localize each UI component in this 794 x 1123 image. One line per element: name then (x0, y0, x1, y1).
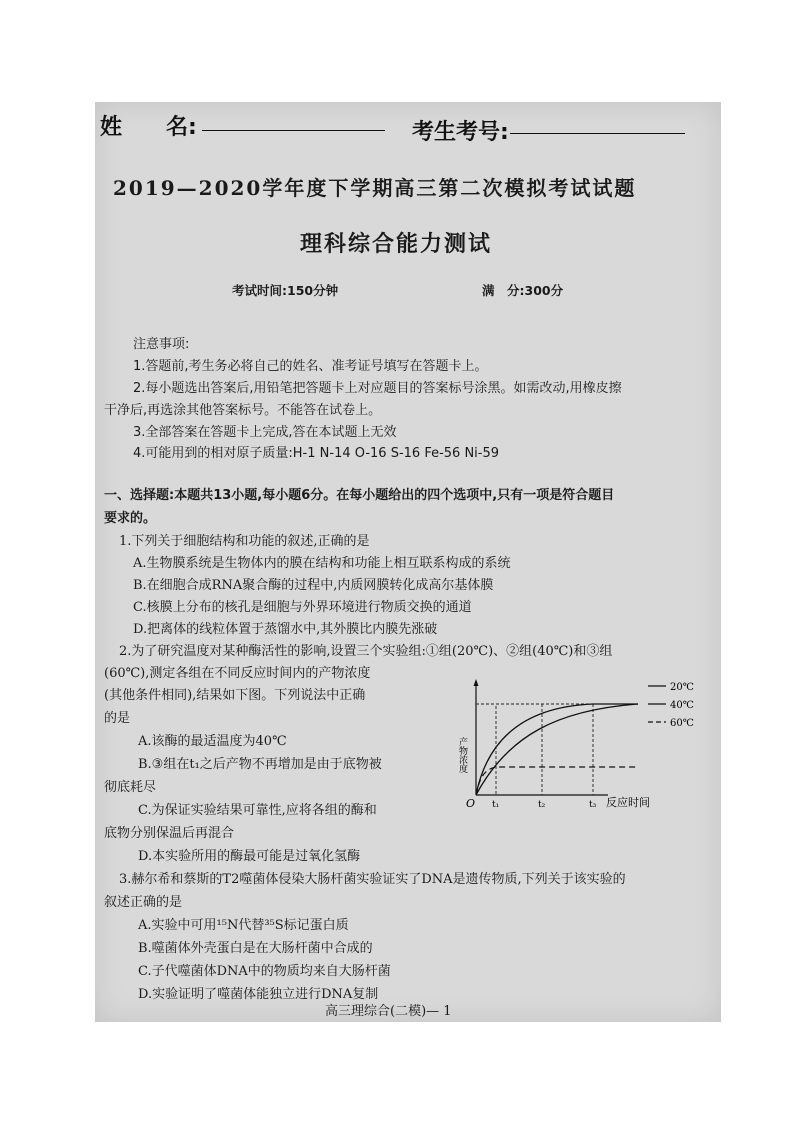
question-1-option: A.生物膜系统是生物体内的膜在结构和功能上相互联系构成的系统 (133, 556, 511, 571)
question-3-option: A.实验中可用¹⁵N代替³⁵S标记蛋白质 (138, 918, 349, 933)
question-2-option: 彻底耗尽 (104, 780, 157, 795)
question-3-stem: 3.赫尔希和蔡斯的T2噬菌体侵染大肠杆菌实验证实了DNA是遗传物质,下列关于该实验的 (119, 872, 626, 887)
exam-number-field[interactable] (510, 133, 685, 134)
full-score: 满 分:300分 (482, 283, 564, 298)
question-2-stem: (其他条件相同),结果如下图。下列说法中正确 (104, 688, 366, 703)
curve-60c (476, 767, 638, 795)
note-item: 3.全部答案在答题卡上完成,答在本试题上无效 (133, 425, 397, 440)
name-field[interactable] (202, 130, 385, 131)
question-1-stem: 1.下列关于细胞结构和功能的叙述,正确的是 (119, 534, 370, 549)
note-item: 2.每小题选出答案后,用铅笔把答题卡上对应题目的答案标号涂黑。如需改动,用橡皮擦 (133, 381, 622, 396)
question-2-option: D.本实验所用的酶最可能是过氧化氢酶 (138, 849, 361, 864)
y-axis-label: 产物浓度 (457, 737, 467, 773)
enzyme-graph (457, 675, 694, 810)
question-1-option: C.核膜上分布的核孔是细胞与外界环境进行物质交换的通道 (133, 600, 472, 615)
tick-label-t3: t₃ (589, 800, 597, 810)
exam-time: 考试时间:150分钟 (232, 283, 339, 298)
note-item: 干净后,再选涂其他答案标号。不能答在试卷上。 (104, 403, 382, 418)
notes-heading: 注意事项: (133, 337, 190, 352)
question-3-stem: 叙述正确的是 (104, 895, 183, 910)
question-2-stem: (60℃),测定各组在不同反应时间内的产物浓度 (104, 666, 371, 681)
legend-label-20c: 20℃ (670, 682, 694, 693)
origin-label: O (466, 797, 476, 810)
question-1-option: D.把离体的线粒体置于蒸馏水中,其外膜比内膜先涨破 (133, 622, 438, 637)
curve-20c (476, 704, 638, 795)
question-3-option: B.噬菌体外壳蛋白是在大肠杆菌中合成的 (138, 941, 373, 956)
question-2-stem: 2.为了研究温度对某种酶活性的影响,设置三个实验组:①组(20℃)、②组(40℃)和③组 (119, 644, 613, 659)
subject-title: 理科综合能力测试 (300, 232, 493, 257)
tick-label-t2: t₂ (538, 800, 546, 810)
note-item: 1.答题前,考生务必将自己的姓名、准考证号填写在答题卡上。 (133, 359, 488, 374)
x-axis-label: 反应时间 (606, 796, 650, 809)
section-heading: 一、选择题:本题共13小题,每小题6分。在每小题给出的四个选项中,只有一项是符合题目 (104, 488, 615, 503)
exam-title: 2019—2020学年度下学期高三第二次模拟考试试题 (113, 176, 637, 200)
section-heading: 要求的。 (104, 511, 157, 526)
y-axis-arrow (474, 679, 479, 686)
question-1-option: B.在细胞合成RNA聚合酶的过程中,内质网膜转化成高尔基体膜 (133, 578, 494, 593)
question-3-option: C.子代噬菌体DNA中的物质均来自大肠杆菌 (138, 964, 391, 979)
question-3-option: D.实验证明了噬菌体能独立进行DNA复制 (138, 987, 379, 1002)
question-2-option: C.为保证实验结果可靠性,应将各组的酶和 (138, 803, 377, 818)
question-2-option: 底物分别保温后再混合 (104, 826, 235, 841)
question-2-stem: 的是 (104, 711, 131, 726)
page-footer: 高三理综合(二模)— 1 (325, 1004, 452, 1019)
legend-label-40c: 40℃ (670, 700, 694, 711)
question-2-option: B.③组在t₁之后产物不再增加是由于底物被 (138, 757, 382, 772)
question-2-option: A.该酶的最适温度为40℃ (138, 734, 287, 749)
tick-label-t1: t₁ (492, 800, 500, 810)
curve-40c (476, 704, 638, 795)
name-label: 姓 名: (100, 115, 197, 140)
note-item: 4.可能用到的相对原子质量:H-1 N-14 O-16 S-16 Fe-56 Ni-59 (133, 446, 500, 461)
exam-number-label: 考生考号: (412, 120, 509, 145)
legend-label-60c: 60℃ (670, 718, 694, 729)
